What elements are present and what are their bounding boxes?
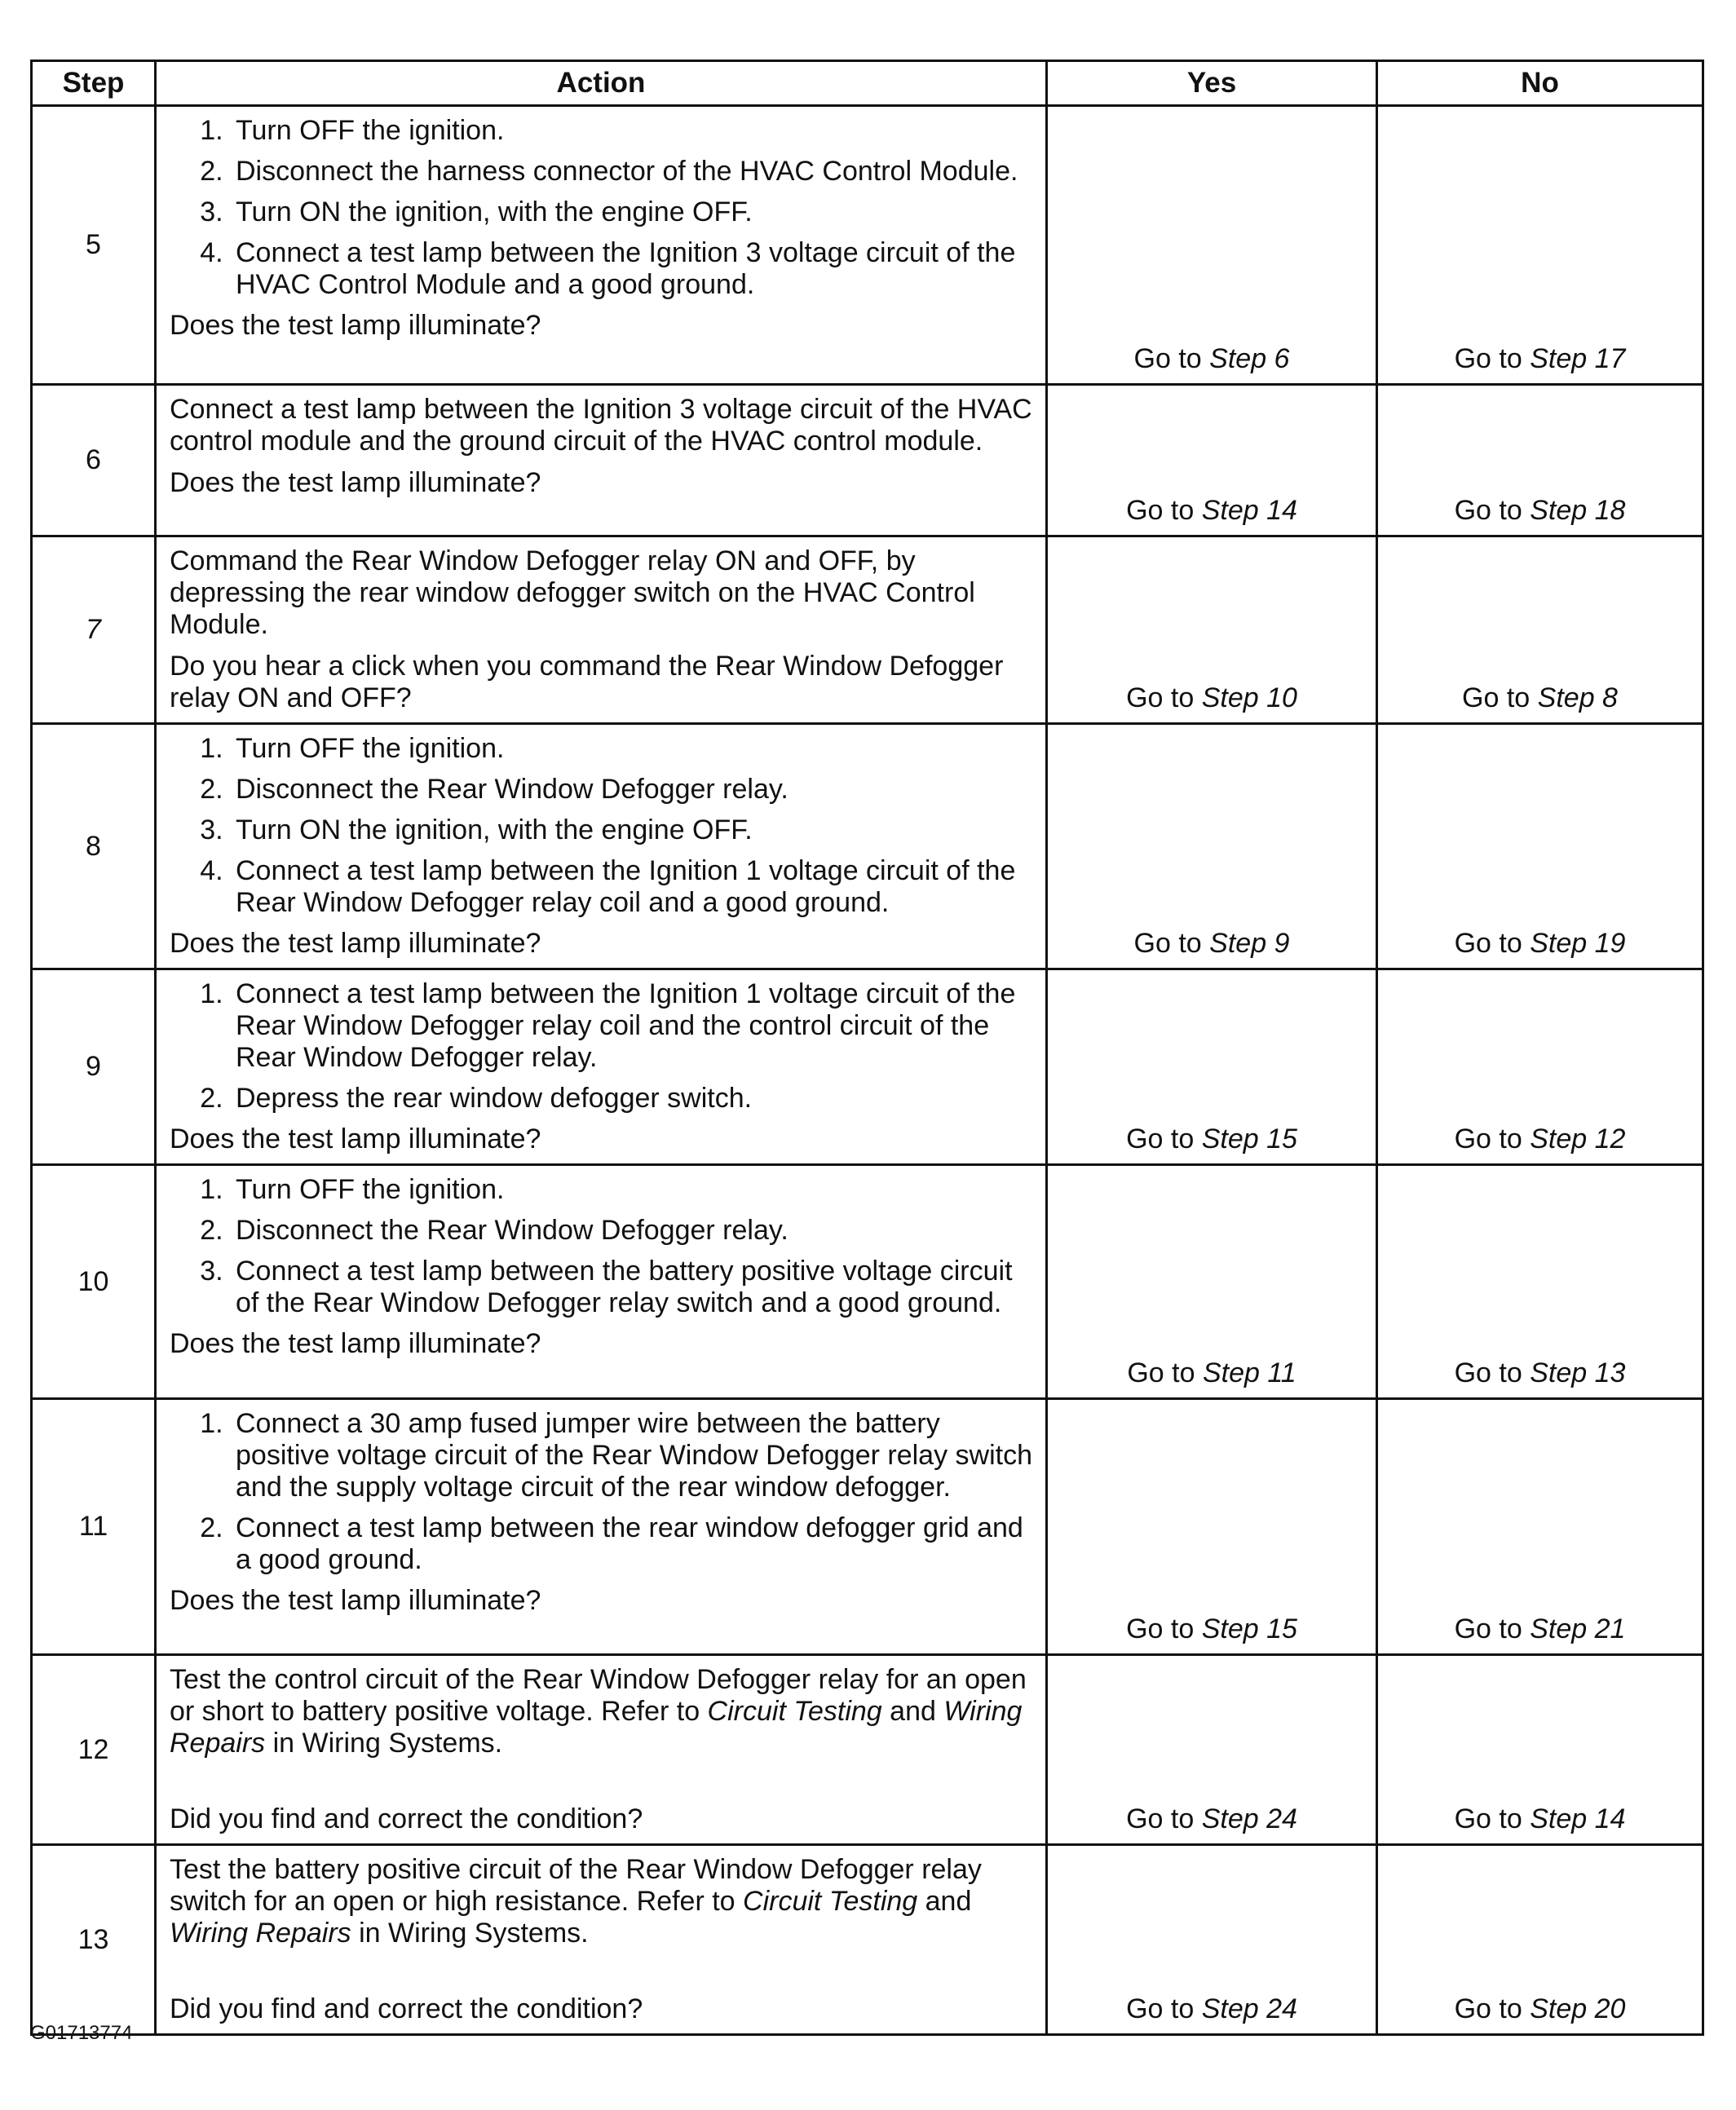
no-result bbox=[1377, 106, 1703, 385]
step-number: 6 bbox=[32, 385, 156, 536]
no-go-text: Go to bbox=[1454, 1357, 1522, 1388]
yes-step-link[interactable]: Step 6 bbox=[1209, 343, 1290, 374]
action-question: Does the test lamp illuminate? bbox=[170, 1123, 541, 1154]
step-number: 10 bbox=[32, 1165, 156, 1399]
action-steps bbox=[170, 1174, 1034, 1319]
header-no: No bbox=[1377, 61, 1703, 106]
action-step: 3. Turn ON the ignition, with the engine OFF. bbox=[231, 196, 1034, 228]
diagnostic-table bbox=[30, 60, 1704, 2036]
yes-step-link[interactable]: Step 24 bbox=[1201, 1803, 1297, 1834]
yes-step-link[interactable]: Step 10 bbox=[1201, 682, 1297, 713]
action-cell bbox=[156, 1845, 1047, 2035]
action-step: 2. Depress the rear window defogger switch. bbox=[231, 1083, 1034, 1115]
action-step: 1. Connect a test lamp between the Ignition 1 voltage circuit of the Rear Window Defogger relay coil and the control circuit of the Rear Window Defogger relay. bbox=[231, 978, 1034, 1074]
yes-step-link[interactable]: Step 15 bbox=[1201, 1123, 1297, 1154]
no-step-link[interactable]: Step 17 bbox=[1530, 343, 1626, 374]
yes-go-text: Go to bbox=[1133, 928, 1202, 959]
yes-go-text: Go to bbox=[1126, 495, 1195, 526]
yes-go-text: Go to bbox=[1126, 1803, 1195, 1834]
action-text-part: and bbox=[917, 1886, 972, 1917]
no-go-text: Go to bbox=[1454, 343, 1522, 374]
no-result bbox=[1377, 1399, 1703, 1655]
action-question: Did you find and correct the condition? bbox=[170, 1993, 643, 2024]
yes-go-text: Go to bbox=[1133, 343, 1202, 374]
action-question: Does the test lamp illuminate? bbox=[170, 1585, 541, 1616]
action-cell bbox=[156, 1399, 1047, 1655]
yes-result bbox=[1047, 1165, 1377, 1399]
no-go-text: Go to bbox=[1454, 1123, 1522, 1154]
table-row bbox=[32, 969, 1703, 1165]
action-text-part: Test the control circuit of the Rear Window Defogger relay for an open or short to battery positive voltage. Refer to bbox=[170, 1664, 1027, 1727]
action-text bbox=[170, 1854, 1034, 1949]
yes-result bbox=[1047, 536, 1377, 724]
table-row bbox=[32, 1165, 1703, 1399]
table-row bbox=[32, 724, 1703, 969]
no-result bbox=[1377, 969, 1703, 1165]
table-row bbox=[32, 536, 1703, 724]
action-step: 3. Connect a test lamp between the battery positive voltage circuit of the Rear Window Defogger relay switch and a good ground. bbox=[231, 1256, 1034, 1319]
action-cell bbox=[156, 106, 1047, 385]
action-step: 2. Disconnect the harness connector of the HVAC Control Module. bbox=[231, 156, 1034, 188]
spacer bbox=[170, 1959, 1034, 1992]
action-cell bbox=[156, 1165, 1047, 1399]
action-step: 2. Disconnect the Rear Window Defogger relay. bbox=[231, 1215, 1034, 1247]
yes-result bbox=[1047, 106, 1377, 385]
figure-id: G01713774 bbox=[30, 2022, 133, 2044]
yes-result bbox=[1047, 385, 1377, 536]
table-row bbox=[32, 1845, 1703, 2035]
yes-step-link[interactable]: Step 9 bbox=[1209, 928, 1290, 959]
no-go-text: Go to bbox=[1454, 1613, 1522, 1644]
no-step-link[interactable]: Step 20 bbox=[1530, 1993, 1626, 2024]
action-text-part: in Wiring Systems. bbox=[265, 1728, 503, 1759]
table-header-row bbox=[32, 61, 1703, 106]
action-question: Does the test lamp illuminate? bbox=[170, 928, 541, 959]
action-text-part: Test the battery positive circuit of the Rear Window Defogger relay switch for an open or high resistance. Refer to bbox=[170, 1854, 982, 1917]
action-steps bbox=[170, 115, 1034, 301]
action-cell bbox=[156, 969, 1047, 1165]
no-go-text: Go to bbox=[1454, 1993, 1522, 2024]
table-row bbox=[32, 106, 1703, 385]
no-go-text: Go to bbox=[1454, 495, 1522, 526]
action-step: 2. Disconnect the Rear Window Defogger relay. bbox=[231, 774, 1034, 806]
action-step: 1. Turn OFF the ignition. bbox=[231, 733, 1034, 765]
step-number: 5 bbox=[32, 106, 156, 385]
table-row bbox=[32, 385, 1703, 536]
action-cell bbox=[156, 385, 1047, 536]
no-go-text: Go to bbox=[1462, 682, 1531, 713]
yes-step-link[interactable]: Step 11 bbox=[1202, 1357, 1296, 1388]
step-number: 12 bbox=[32, 1655, 156, 1845]
action-step: 4. Connect a test lamp between the Ignition 3 voltage circuit of the HVAC Control Module and a good ground. bbox=[231, 237, 1034, 301]
header-action: Action bbox=[156, 61, 1047, 106]
no-step-link[interactable]: Step 21 bbox=[1530, 1613, 1626, 1644]
yes-result bbox=[1047, 1399, 1377, 1655]
yes-go-text: Go to bbox=[1126, 682, 1195, 713]
table-row bbox=[32, 1399, 1703, 1655]
yes-result bbox=[1047, 724, 1377, 969]
spacer bbox=[170, 1769, 1034, 1802]
action-text: Connect a test lamp between the Ignition 3 voltage circuit of the HVAC control module and the ground circuit of the HVAC control module. bbox=[170, 394, 1032, 457]
yes-go-text: Go to bbox=[1126, 1613, 1195, 1644]
no-result bbox=[1377, 1655, 1703, 1845]
action-steps bbox=[170, 978, 1034, 1115]
yes-step-link[interactable]: Step 14 bbox=[1201, 495, 1297, 526]
header-yes: Yes bbox=[1047, 61, 1377, 106]
action-question: Does the test lamp illuminate? bbox=[170, 467, 541, 498]
no-result bbox=[1377, 385, 1703, 536]
yes-step-link[interactable]: Step 15 bbox=[1201, 1613, 1297, 1644]
action-question: Do you hear a click when you command the Rear Window Defogger relay ON and OFF? bbox=[170, 651, 1004, 713]
action-cell bbox=[156, 536, 1047, 724]
no-go-text: Go to bbox=[1454, 928, 1522, 959]
reference-circuit-testing[interactable]: Circuit Testing bbox=[743, 1886, 918, 1917]
action-text-part: and bbox=[881, 1696, 944, 1727]
action-text: Command the Rear Window Defogger relay ON and OFF, by depressing the rear window defogger switch on the HVAC Control Module. bbox=[170, 545, 975, 640]
no-go-text: Go to bbox=[1454, 1803, 1522, 1834]
yes-result bbox=[1047, 1845, 1377, 2035]
step-number: 9 bbox=[32, 969, 156, 1165]
action-step: 1. Turn OFF the ignition. bbox=[231, 115, 1034, 147]
action-question: Does the test lamp illuminate? bbox=[170, 1328, 541, 1359]
yes-step-link[interactable]: Step 24 bbox=[1201, 1993, 1297, 2024]
yes-go-text: Go to bbox=[1126, 1993, 1195, 2024]
action-question: Did you find and correct the condition? bbox=[170, 1803, 643, 1834]
no-result bbox=[1377, 1845, 1703, 2035]
no-step-link[interactable]: Step 14 bbox=[1530, 1803, 1626, 1834]
action-step: 1. Turn OFF the ignition. bbox=[231, 1174, 1034, 1206]
yes-go-text: Go to bbox=[1127, 1357, 1195, 1388]
step-number: 13 bbox=[32, 1845, 156, 2035]
action-step: 1. Connect a 30 amp fused jumper wire between the battery positive voltage circuit of the Rear Window Defogger relay switch and the supply voltage circuit of the rear window defogger. bbox=[231, 1408, 1034, 1503]
action-steps bbox=[170, 733, 1034, 919]
no-step-link[interactable]: Step 12 bbox=[1530, 1123, 1626, 1154]
no-result bbox=[1377, 724, 1703, 969]
yes-result bbox=[1047, 1655, 1377, 1845]
table-row bbox=[32, 1655, 1703, 1845]
step-number: 11 bbox=[32, 1399, 156, 1655]
no-result bbox=[1377, 1165, 1703, 1399]
no-step-link[interactable]: Step 19 bbox=[1530, 928, 1626, 959]
action-steps bbox=[170, 1408, 1034, 1576]
action-cell bbox=[156, 1655, 1047, 1845]
no-step-link[interactable]: Step 8 bbox=[1537, 682, 1618, 713]
action-text-part: in Wiring Systems. bbox=[351, 1918, 589, 1949]
header-step: Step bbox=[32, 61, 156, 106]
no-step-link[interactable]: Step 13 bbox=[1530, 1357, 1626, 1388]
action-step: 2. Connect a test lamp between the rear window defogger grid and a good ground. bbox=[231, 1512, 1034, 1576]
step-number: 7 bbox=[32, 536, 156, 724]
action-text bbox=[170, 1664, 1034, 1759]
yes-result bbox=[1047, 969, 1377, 1165]
action-step: 4. Connect a test lamp between the Ignition 1 voltage circuit of the Rear Window Defogger relay coil and a good ground. bbox=[231, 855, 1034, 919]
reference-wiring-repairs[interactable]: Wiring Repairs bbox=[170, 1696, 1023, 1759]
action-cell bbox=[156, 724, 1047, 969]
step-number: 8 bbox=[32, 724, 156, 969]
no-step-link[interactable]: Step 18 bbox=[1530, 495, 1626, 526]
action-step: 3. Turn ON the ignition, with the engine OFF. bbox=[231, 814, 1034, 846]
action-question: Does the test lamp illuminate? bbox=[170, 310, 541, 341]
reference-wiring-repairs[interactable]: Wiring Repairs bbox=[170, 1918, 351, 1949]
yes-go-text: Go to bbox=[1126, 1123, 1195, 1154]
reference-circuit-testing[interactable]: Circuit Testing bbox=[707, 1696, 882, 1727]
no-result bbox=[1377, 536, 1703, 724]
